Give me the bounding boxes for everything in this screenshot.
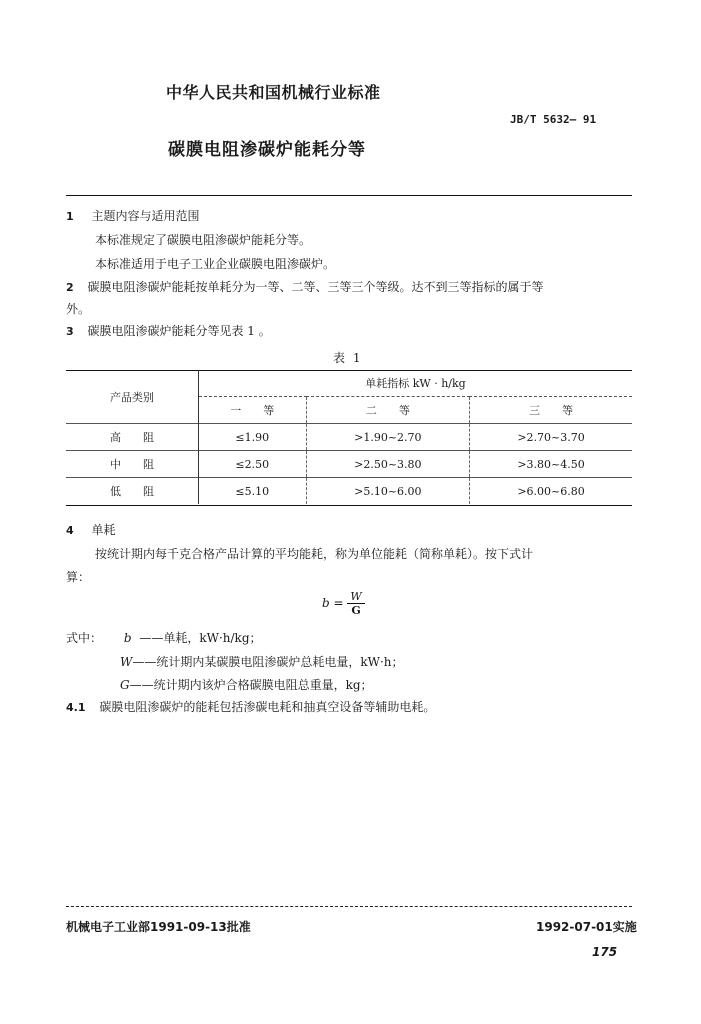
- document-title: 碳膜电阻渗碳炉能耗分等: [168, 140, 366, 160]
- paragraph-line: 算：: [66, 570, 91, 584]
- section-4-heading: [66, 522, 116, 539]
- section-title: 主题内容与适用范围: [91, 209, 200, 223]
- section-number: 3: [66, 325, 74, 338]
- cell-grade-3: >2.70~3.70: [470, 424, 632, 451]
- symbol-w: W: [120, 655, 133, 669]
- section-2-paragraph: [66, 279, 544, 296]
- symbol-g: G: [120, 678, 130, 692]
- section-title: 单耗: [91, 523, 116, 537]
- energy-grade-table: [66, 370, 632, 504]
- cell-grade-3: >6.00~6.80: [470, 478, 632, 505]
- legend-desc: ——统计期内某碳膜电阻渗碳炉总耗电量，kW·h；: [132, 655, 404, 669]
- header-divider: [66, 195, 632, 196]
- row-category: 低 阻: [66, 478, 199, 505]
- standard-category-title: 中华人民共和国机械行业标准: [166, 83, 381, 102]
- section-3-paragraph: [66, 323, 271, 340]
- footer-divider: [66, 906, 632, 907]
- table-row: [66, 478, 632, 505]
- header-grade-3: 三 等: [529, 404, 574, 417]
- effective-date: 1992-07-01实施: [536, 920, 637, 934]
- paragraph-line: 碳膜电阻渗碳炉能耗按单耗分为一等、二等、三等三个等级。达不到三等指标的属于等: [87, 280, 544, 294]
- table-caption: 表 1: [333, 351, 363, 365]
- header-grade-1: 一 等: [199, 397, 307, 424]
- table-row: [66, 424, 632, 451]
- approval-date: 机械电子工业部1991-09-13批准: [66, 920, 251, 934]
- formula-lhs: b =: [322, 596, 344, 610]
- header-grade-2: 二 等: [306, 397, 470, 424]
- formula-fraction: [347, 590, 364, 617]
- section-number: 4.1: [66, 701, 86, 714]
- row-category: 高 阻: [66, 424, 199, 451]
- symbol-b: b: [123, 631, 132, 645]
- section-number: 4: [66, 524, 74, 537]
- formula-numerator: W: [347, 590, 364, 604]
- section-1-heading: [66, 208, 200, 225]
- paragraph-line: 按统计期内每千克合格产品计算的平均能耗，称为单位能耗（简称单耗）。按下式计: [95, 547, 534, 561]
- header-category: 产品类别: [66, 370, 199, 424]
- formula: [322, 590, 365, 617]
- table-bottom-rule: [66, 505, 632, 506]
- cell-grade-1: ≤5.10: [199, 478, 307, 505]
- table-row: [66, 451, 632, 478]
- legend-label: 式中：: [66, 631, 103, 645]
- paragraph-line: 外。: [66, 302, 91, 316]
- legend-desc: ——统计期内该炉合格碳膜电阻总重量，kg；: [129, 678, 373, 692]
- legend-g: [120, 677, 373, 693]
- standard-number: JB/T 5632— 91: [510, 113, 597, 126]
- legend-b: [66, 630, 262, 646]
- section-number: 2: [66, 281, 74, 294]
- header-metric: 单耗指标 kW · h/kg: [199, 370, 633, 397]
- legend-desc: ——单耗，kW·h/kg；: [139, 631, 262, 645]
- paragraph: 本标准适用于电子工业企业碳膜电阻渗碳炉。: [95, 257, 336, 271]
- cell-grade-2: >1.90~2.70: [306, 424, 470, 451]
- formula-denominator: G: [351, 604, 361, 617]
- legend-w: [120, 654, 404, 670]
- paragraph-line: 碳膜电阻渗碳炉能耗分等见表 1 。: [87, 324, 271, 338]
- cell-grade-2: >2.50~3.80: [306, 451, 470, 478]
- cell-grade-2: >5.10~6.00: [306, 478, 470, 505]
- row-category: 中 阻: [66, 451, 199, 478]
- cell-grade-3: >3.80~4.50: [470, 451, 632, 478]
- section-number: 1: [66, 210, 74, 223]
- paragraph: 本标准规定了碳膜电阻渗碳炉能耗分等。: [95, 233, 312, 247]
- section-4-1-paragraph: [66, 699, 435, 716]
- page-number: 175: [592, 945, 618, 959]
- cell-grade-1: ≤2.50: [199, 451, 307, 478]
- paragraph-line: 碳膜电阻渗碳炉的能耗包括渗碳电耗和抽真空设备等辅助电耗。: [99, 700, 436, 714]
- cell-grade-1: ≤1.90: [199, 424, 307, 451]
